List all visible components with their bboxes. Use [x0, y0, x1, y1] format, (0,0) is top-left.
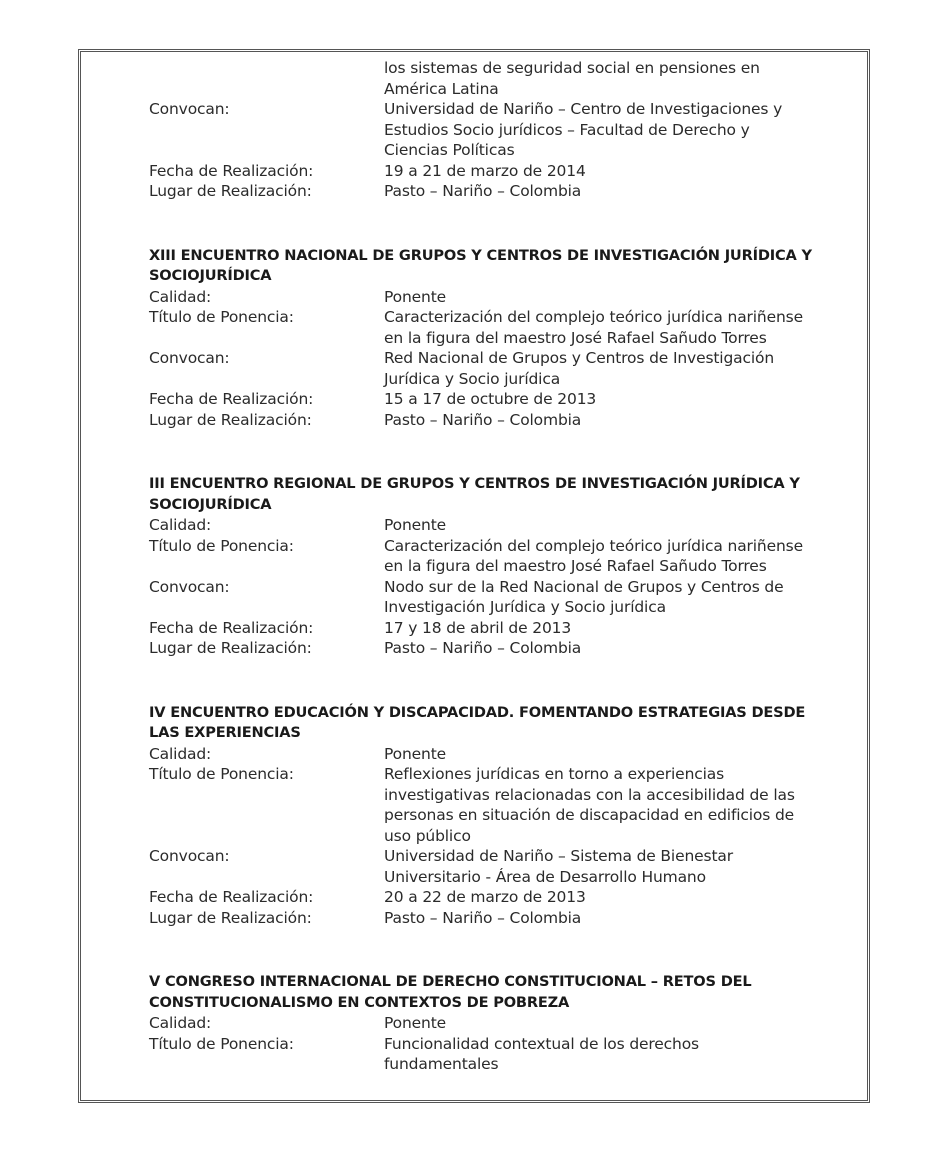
field-value: [384, 638, 864, 659]
title-line: IV ENCUENTRO EDUCACIÓN Y DISCAPACIDAD. FOMENTANDO ESTRATEGIAS DESDE: [149, 703, 806, 721]
field-value: [384, 99, 864, 161]
title-line: LAS EXPERIENCIAS: [149, 724, 301, 741]
value-line: Universitario - Área de Desarrollo Humano: [384, 867, 706, 886]
intro-block: [149, 58, 864, 202]
field-row: [149, 577, 864, 618]
value-line: Investigación Jurídica y Socio jurídica: [384, 598, 666, 616]
field-value: [384, 618, 864, 639]
value-line: los sistemas de seguridad social en pensiones en: [384, 59, 760, 77]
intro-title-continuation: [149, 58, 864, 99]
value-line: personas en situación de discapacidad en edificios de: [384, 806, 795, 824]
value-line: 15 a 17 de octubre de 2013: [384, 390, 597, 408]
title-line: XIII ENCUENTRO NACIONAL DE GRUPOS Y CENTROS DE INVESTIGACIÓN JURÍDICA Y: [149, 246, 812, 264]
field-value: [384, 389, 864, 410]
value-line: Caracterización del complejo teórico jurídica nariñense: [384, 308, 803, 326]
field-row: [149, 389, 864, 410]
field-value: [384, 577, 864, 618]
field-label: Lugar de Realización:: [149, 410, 312, 429]
field-value: [384, 515, 864, 536]
field-row: [149, 99, 864, 161]
field-label: Calidad:: [149, 744, 212, 763]
field-label: Lugar de Realización:: [149, 908, 312, 927]
field-row: [149, 410, 864, 431]
value-line: investigativas relacionadas con la accesibilidad de las: [384, 785, 795, 804]
event-entry: [149, 246, 864, 431]
field-row: [149, 515, 864, 536]
event-title: [149, 474, 864, 515]
field-value: [384, 348, 864, 389]
field-label: Calidad:: [149, 287, 212, 306]
field-row: [149, 764, 864, 846]
field-row: [149, 638, 864, 659]
event-title: [149, 246, 864, 287]
event-title: [149, 972, 864, 1013]
field-label: Convocan:: [149, 577, 230, 596]
field-value: [384, 410, 864, 431]
value-line: Pasto – Nariño – Colombia: [384, 639, 582, 657]
field-row: [149, 348, 864, 389]
field-value: [384, 181, 864, 202]
field-row: [149, 887, 864, 908]
field-label: Título de Ponencia:: [149, 308, 294, 326]
event-entry: [149, 703, 864, 929]
field-label: Convocan:: [149, 349, 230, 367]
field-value: [384, 1013, 864, 1034]
field-value: [384, 908, 864, 929]
value-line: en la figura del maestro José Rafael Sañudo Torres: [384, 328, 767, 347]
value-line: Pasto – Nariño – Colombia: [384, 410, 582, 429]
event-entry: [149, 972, 864, 1075]
title-line: CONSTITUCIONALISMO EN CONTEXTOS DE POBREZA: [149, 993, 570, 1011]
field-value: [384, 161, 864, 182]
field-value: [384, 536, 864, 577]
document-body: [149, 58, 864, 1075]
value-line: Jurídica y Socio jurídica: [384, 369, 561, 388]
field-label: Lugar de Realización:: [149, 182, 312, 200]
value-line: 17 y 18 de abril de 2013: [384, 618, 572, 637]
field-value: [384, 1034, 864, 1075]
value-line: 19 a 21 de marzo de 2014: [384, 161, 586, 180]
field-label: Título de Ponencia:: [149, 536, 294, 555]
field-label: Fecha de Realización:: [149, 888, 314, 906]
field-row: [149, 536, 864, 577]
field-label: Lugar de Realización:: [149, 639, 312, 657]
field-label: Título de Ponencia:: [149, 765, 294, 783]
value-line: Ponente: [384, 516, 447, 534]
field-label: Título de Ponencia:: [149, 1034, 294, 1053]
value-line: Pasto – Nariño – Colombia: [384, 908, 582, 927]
field-row: [149, 744, 864, 765]
field-label: Convocan:: [149, 100, 230, 118]
field-value: [384, 764, 864, 846]
field-row: [149, 1013, 864, 1034]
value-line: Universidad de Nariño – Sistema de Bienestar: [384, 847, 733, 865]
value-line: Nodo sur de la Red Nacional de Grupos y Centros de: [384, 577, 784, 596]
value-line: Ciencias Políticas: [384, 141, 515, 159]
field-label: Fecha de Realización:: [149, 618, 314, 637]
field-label: Calidad:: [149, 1014, 212, 1032]
value-line: Universidad de Nariño – Centro de Investigaciones y: [384, 100, 783, 118]
value-line: Caracterización del complejo teórico jurídica nariñense: [384, 536, 803, 555]
title-line: SOCIOJURÍDICA: [149, 267, 272, 284]
field-row: [149, 908, 864, 929]
event-entry: [149, 474, 864, 659]
field-row: [149, 618, 864, 639]
title-line: V CONGRESO INTERNACIONAL DE DERECHO CONSTITUCIONAL – RETOS DEL: [149, 973, 752, 990]
value-line: América Latina: [384, 79, 499, 98]
value-line: Red Nacional de Grupos y Centros de Investigación: [384, 349, 775, 367]
value-line: 20 a 22 de marzo de 2013: [384, 888, 586, 906]
field-label: Convocan:: [149, 847, 230, 865]
value-line: Ponente: [384, 744, 447, 763]
value-line: Estudios Socio jurídicos – Facultad de Derecho y: [384, 120, 750, 139]
event-title: [149, 703, 864, 744]
field-row: [149, 287, 864, 308]
value-line: en la figura del maestro José Rafael Sañudo Torres: [384, 557, 767, 575]
field-value: [384, 744, 864, 765]
value-line: Ponente: [384, 1014, 447, 1032]
field-row: [149, 181, 864, 202]
field-value: [384, 287, 864, 308]
field-row: [149, 1034, 864, 1075]
field-row: [149, 307, 864, 348]
field-row: [149, 846, 864, 887]
value-line: Reflexiones jurídicas en torno a experiencias: [384, 765, 725, 783]
value-line: fundamentales: [384, 1055, 499, 1073]
title-line: III ENCUENTRO REGIONAL DE GRUPOS Y CENTROS DE INVESTIGACIÓN JURÍDICA Y: [149, 475, 800, 492]
field-label: Fecha de Realización:: [149, 390, 314, 408]
title-line: SOCIOJURÍDICA: [149, 495, 272, 513]
field-value: [384, 846, 864, 887]
field-label: Fecha de Realización:: [149, 161, 314, 180]
field-row: [149, 161, 864, 182]
value-line: Ponente: [384, 287, 447, 306]
value-line: uso público: [384, 826, 471, 845]
value-line: Pasto – Nariño – Colombia: [384, 182, 582, 200]
field-value: [384, 307, 864, 348]
field-value: [384, 887, 864, 908]
field-label: Calidad:: [149, 516, 212, 534]
value-line: Funcionalidad contextual de los derechos: [384, 1034, 699, 1053]
